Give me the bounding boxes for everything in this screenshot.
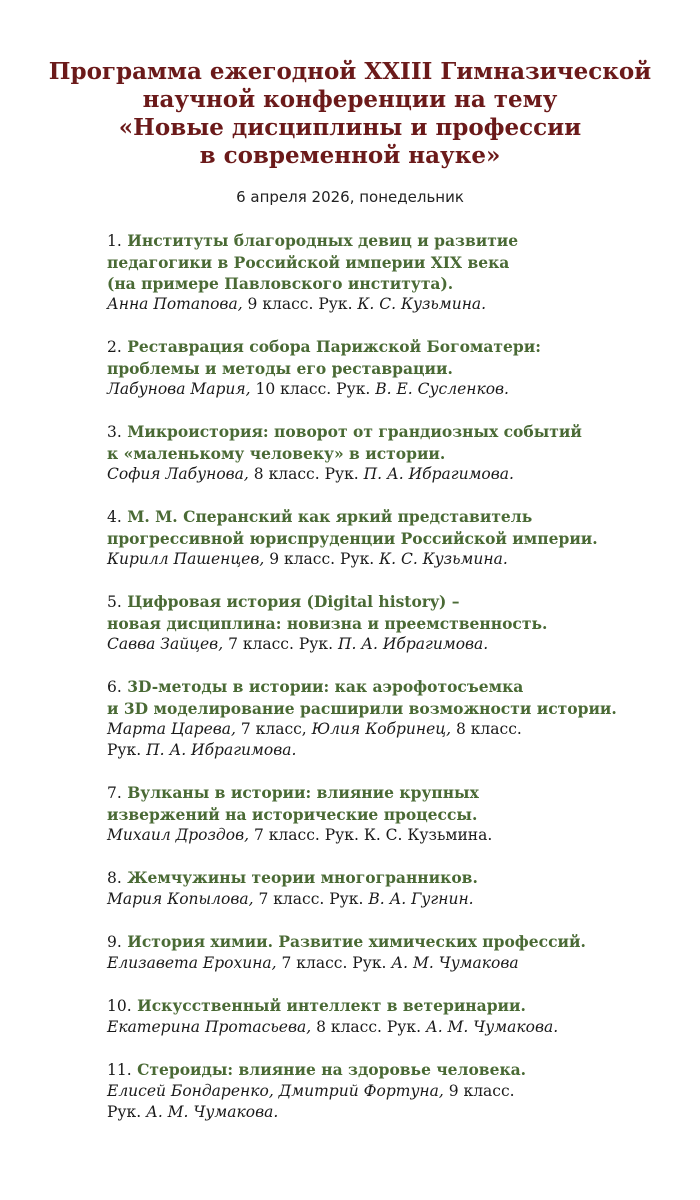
- person-name: В. Е. Сусленков.: [375, 380, 509, 398]
- person-name: Анна Потапова,: [107, 295, 243, 313]
- authors-line: [107, 825, 687, 846]
- grade-info: 9 класс. Рук.: [264, 550, 380, 568]
- item-number: 3.: [107, 423, 122, 441]
- conference-date: 6 апреля 2026, понедельник: [236, 188, 464, 206]
- person-name: Елизавета Ерохина,: [107, 954, 277, 972]
- talk-title-line: [107, 443, 687, 464]
- item-number: 2.: [107, 338, 122, 356]
- talk-title-line: [107, 698, 687, 719]
- talk-title-line: [107, 995, 687, 1017]
- talk-title-text: Искусственный интеллект в ветеринарии.: [137, 996, 526, 1015]
- talk-title-text: прогрессивной юриспруденции Российской империи.: [107, 529, 598, 548]
- talk-title: [107, 995, 687, 1017]
- talk-title-line: [107, 613, 687, 634]
- talk-title-text: к «маленькому человеку» в истории.: [107, 444, 446, 463]
- grade-info: 9 класс.: [443, 1082, 515, 1100]
- grade-info: 7 класс. Рук.: [276, 954, 392, 972]
- program-item: [107, 782, 687, 846]
- title-line: научной конференции на тему: [142, 86, 558, 113]
- talk-title: [107, 230, 687, 294]
- item-number: 6.: [107, 678, 122, 696]
- grade-info: 8 класс.: [451, 720, 522, 738]
- item-number: 5.: [107, 593, 122, 611]
- authors-line: [107, 1081, 687, 1102]
- talk-title-line: [107, 336, 687, 358]
- person-name: София Лабунова,: [107, 465, 249, 483]
- program-item: [107, 230, 687, 315]
- item-number: 1.: [107, 232, 122, 250]
- grade-info: 9 класс. Рук.: [242, 295, 358, 313]
- talk-title: [107, 1059, 687, 1081]
- grade-info: 7 класс,: [235, 720, 312, 738]
- title-line: «Новые дисциплины и профессии: [118, 114, 582, 141]
- talk-title-text: новая дисциплина: новизна и преемственность.: [107, 614, 548, 633]
- item-number: 4.: [107, 508, 122, 526]
- talk-title-text: педагогики в Российской империи XIX века: [107, 253, 510, 272]
- talk-title-text: М. М. Сперанский как яркий представитель: [127, 507, 533, 526]
- talk-title-line: [107, 528, 687, 549]
- authors-line: [107, 464, 687, 485]
- talk-title-line: [107, 1059, 687, 1081]
- program-item: [107, 931, 687, 974]
- program-item: [107, 336, 687, 400]
- program-item: [107, 995, 687, 1038]
- item-number: 7.: [107, 784, 122, 802]
- talk-title-line: [107, 676, 687, 698]
- item-number: 11.: [107, 1061, 132, 1079]
- talk-title-line: [107, 273, 687, 294]
- talk-title-line: [107, 230, 687, 252]
- authors-line: [107, 740, 687, 761]
- title-line: Программа ежегодной XXIII Гимназической: [48, 58, 652, 85]
- talk-title: [107, 867, 687, 889]
- person-name: Юлия Кобринец,: [311, 720, 452, 738]
- grade-info: 7 класс. Рук.: [253, 890, 369, 908]
- person-name: Екатерина Протасьева,: [107, 1018, 312, 1036]
- talk-title-text: Реставрация собора Парижской Богоматери:: [127, 337, 541, 356]
- talk-title: [107, 782, 687, 825]
- talk-title: [107, 931, 687, 953]
- person-name: К. С. Кузьмина.: [357, 295, 487, 313]
- grade-info: Рук.: [107, 741, 147, 759]
- talk-title-line: [107, 506, 687, 528]
- talk-title-text: История химии. Развитие химических профессий.: [127, 932, 586, 951]
- person-name: П. А. Ибрагимова.: [363, 465, 514, 483]
- person-name: П. А. Ибрагимова.: [146, 741, 297, 759]
- authors-line: [107, 1102, 687, 1123]
- authors-line: [107, 549, 687, 570]
- person-name: П. А. Ибрагимова.: [337, 635, 489, 653]
- person-name: А. М. Чумакова.: [425, 1018, 559, 1036]
- talk-title-line: [107, 867, 687, 889]
- program-item: [107, 676, 687, 761]
- person-name: Кирилл Пашенцев,: [107, 550, 265, 568]
- talk-title-line: [107, 591, 687, 613]
- talk-title-text: Вулканы в истории: влияние крупных: [127, 783, 479, 802]
- grade-info: 10 класс. Рук.: [250, 380, 376, 398]
- grade-info: 7 класс. Рук.: [223, 635, 338, 653]
- person-name: Мария Копылова,: [107, 890, 254, 908]
- grade-info: 8 класс. Рук.: [248, 465, 364, 483]
- talk-title-text: Цифровая история (Digital history) –: [127, 592, 460, 611]
- authors-line: [107, 953, 687, 974]
- grade-info: Рук.: [107, 1103, 147, 1121]
- talk-title-line: [107, 421, 687, 443]
- talk-title-text: Стероиды: влияние на здоровье человека.: [137, 1060, 527, 1079]
- talk-title-line: [107, 782, 687, 804]
- grade-info: 7 класс. Рук. К. С. Кузьмина.: [249, 826, 493, 844]
- program-item: [107, 867, 687, 910]
- talk-title-text: извержений на исторические процессы.: [107, 805, 478, 824]
- person-name: Марта Царева,: [107, 720, 236, 738]
- program-item: [107, 421, 687, 485]
- title-line: в современной науке»: [199, 142, 501, 169]
- authors-line: [107, 294, 687, 315]
- talk-title-text: проблемы и методы его реставрации.: [107, 359, 453, 378]
- person-name: Савва Зайцев,: [107, 635, 224, 653]
- authors-line: [107, 1017, 687, 1038]
- talk-title-line: [107, 931, 687, 953]
- person-name: А. М. Чумакова.: [146, 1103, 279, 1121]
- person-name: Лабунова Мария,: [107, 380, 251, 398]
- talk-title-line: [107, 804, 687, 825]
- authors-line: [107, 379, 687, 400]
- item-number: 10.: [107, 997, 132, 1015]
- person-name: Михаил Дроздов,: [107, 826, 250, 844]
- program-item: [107, 506, 687, 570]
- item-number: 8.: [107, 869, 122, 887]
- authors-line: [107, 634, 687, 655]
- talk-title-text: Жемчужины теории многогранников.: [127, 868, 478, 887]
- talk-title-text: (на примере Павловского института).: [107, 274, 454, 293]
- authors-line: [107, 889, 687, 910]
- program-item: [107, 1059, 687, 1123]
- page-title: [0, 58, 700, 170]
- talk-title-text: и 3D моделирование расширили возможности истории.: [107, 699, 617, 718]
- person-name: А. М. Чумакова: [391, 954, 519, 972]
- talk-title-text: Институты благородных девиц и развитие: [127, 231, 519, 250]
- talk-title: [107, 336, 687, 379]
- person-name: К. С. Кузьмина.: [379, 550, 508, 568]
- talk-title: [107, 591, 687, 634]
- talk-title-text: Микроистория: поворот от грандиозных событий: [127, 422, 582, 441]
- program-list: [107, 230, 687, 1144]
- talk-title-line: [107, 252, 687, 273]
- talk-title: [107, 421, 687, 464]
- person-name: В. А. Гугнин.: [368, 890, 474, 908]
- talk-title: [107, 506, 687, 549]
- person-name: Елисей Бондаренко, Дмитрий Фортуна,: [107, 1082, 444, 1100]
- grade-info: 8 класс. Рук.: [311, 1018, 426, 1036]
- talk-title-line: [107, 358, 687, 379]
- program-item: [107, 591, 687, 655]
- talk-title-text: 3D-методы в истории: как аэрофотосъемка: [127, 677, 524, 696]
- authors-line: [107, 719, 687, 740]
- item-number: 9.: [107, 933, 122, 951]
- talk-title: [107, 676, 687, 719]
